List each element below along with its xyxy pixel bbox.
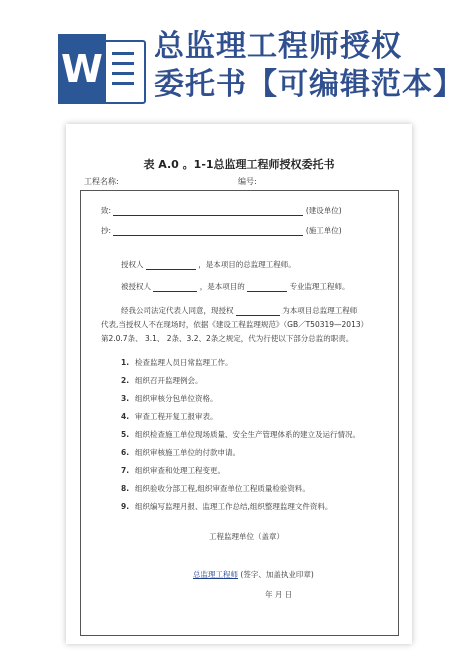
doc-line xyxy=(112,62,134,65)
cc-row xyxy=(101,225,342,236)
duty-text: 组织编写监理月报、监理工作总结,组织整理监理文件资料。 xyxy=(135,502,333,511)
delegate-row xyxy=(121,281,350,292)
word-logo-icon xyxy=(58,34,144,104)
body-line-3: 第2.0.7条、 3.1、 2条、3.2、2条之规定，代为行使以下部分总监的职责。 xyxy=(101,334,354,343)
delegate-suffix: 专业监理工程师。 xyxy=(289,282,350,291)
doc-line xyxy=(112,72,134,75)
chief-engineer-link[interactable]: 总监理工程师 xyxy=(193,570,238,579)
authorizer-field[interactable] xyxy=(146,261,196,270)
number-label: 编号: xyxy=(238,177,257,186)
duty-text: 审查工程开复工报审表。 xyxy=(135,412,218,421)
duty-item xyxy=(121,465,225,476)
duty-item xyxy=(121,357,233,368)
form-frame xyxy=(80,190,399,636)
duty-text: 组织验收分部工程,组织审查单位工程质量检验资料。 xyxy=(135,484,310,493)
duty-item xyxy=(121,501,332,512)
page-title xyxy=(154,28,470,104)
to-row xyxy=(101,205,342,216)
duty-number: 9. xyxy=(121,502,130,511)
duty-number: 1. xyxy=(121,358,130,367)
duty-item xyxy=(121,429,360,440)
duty-text: 组织审核分包单位资格。 xyxy=(135,394,218,403)
title-line-1: 总监理工程师授权 xyxy=(154,29,402,64)
duty-number: 4. xyxy=(121,412,130,421)
duty-number: 8. xyxy=(121,484,130,493)
org-sign: 工程监理单位（盖章） xyxy=(209,532,284,541)
project-name-label: 工程名称: xyxy=(84,177,119,186)
cc-label: 抄: xyxy=(101,226,112,235)
duty-number: 5. xyxy=(121,430,130,439)
doc-line xyxy=(112,52,134,55)
duty-item xyxy=(121,483,310,494)
authorizer-row xyxy=(121,259,296,270)
body1-text-a: 经我公司法定代表人同意，现授权 xyxy=(121,306,234,315)
body-line-2: 代表,当授权人不在现场时，依据《建设工程监理规范》（GB／T50319—2013） xyxy=(101,320,369,329)
duty-item xyxy=(121,393,218,404)
specialty-field[interactable] xyxy=(247,283,287,292)
to-field[interactable] xyxy=(113,207,303,216)
delegate-middle: ，是本项目的 xyxy=(199,282,245,291)
authorizer-suffix: ，是本项目的总监理工程师。 xyxy=(198,260,296,269)
chief-sign-row xyxy=(193,569,314,580)
duty-text: 组织审核施工单位的付款申请。 xyxy=(135,448,240,457)
body1-text-b: 为本项目总监理工程师 xyxy=(282,306,358,315)
doc-line xyxy=(112,82,134,85)
chief-suffix: (签字、加盖执业印章) xyxy=(240,570,314,579)
body-line-1 xyxy=(121,305,357,316)
duty-number: 2. xyxy=(121,376,130,385)
cc-suffix: (施工单位) xyxy=(305,226,342,235)
authorizer-label: 授权人 xyxy=(121,260,144,269)
duty-number: 6. xyxy=(121,448,130,457)
to-label: 致: xyxy=(101,206,112,215)
duty-text: 组织召开监理例会。 xyxy=(135,376,203,385)
document-paper xyxy=(66,124,412,644)
duty-text: 检查监理人员日常监理工作。 xyxy=(135,358,233,367)
word-badge: W xyxy=(58,34,106,104)
appointee-field[interactable] xyxy=(236,307,280,316)
duty-item xyxy=(121,375,203,386)
delegate-label: 被授权人 xyxy=(121,282,151,291)
to-suffix: (建设单位) xyxy=(305,206,342,215)
document-heading: 表 A.0 。1-1总监理工程师授权委托书 xyxy=(143,158,335,171)
delegate-field[interactable] xyxy=(153,283,197,292)
duty-item xyxy=(121,411,218,422)
title-line-2: 委托书【可编辑范本】 xyxy=(154,67,464,102)
duty-text: 组织审查和处理工程变更。 xyxy=(135,466,225,475)
cc-field[interactable] xyxy=(113,227,303,236)
duty-item xyxy=(121,447,240,458)
duty-number: 3. xyxy=(121,394,130,403)
duty-number: 7. xyxy=(121,466,130,475)
date-line: 年 月 日 xyxy=(265,590,293,599)
duty-text: 组织检查施工单位现场质量、安全生产管理体系的建立及运行情况。 xyxy=(135,430,360,439)
